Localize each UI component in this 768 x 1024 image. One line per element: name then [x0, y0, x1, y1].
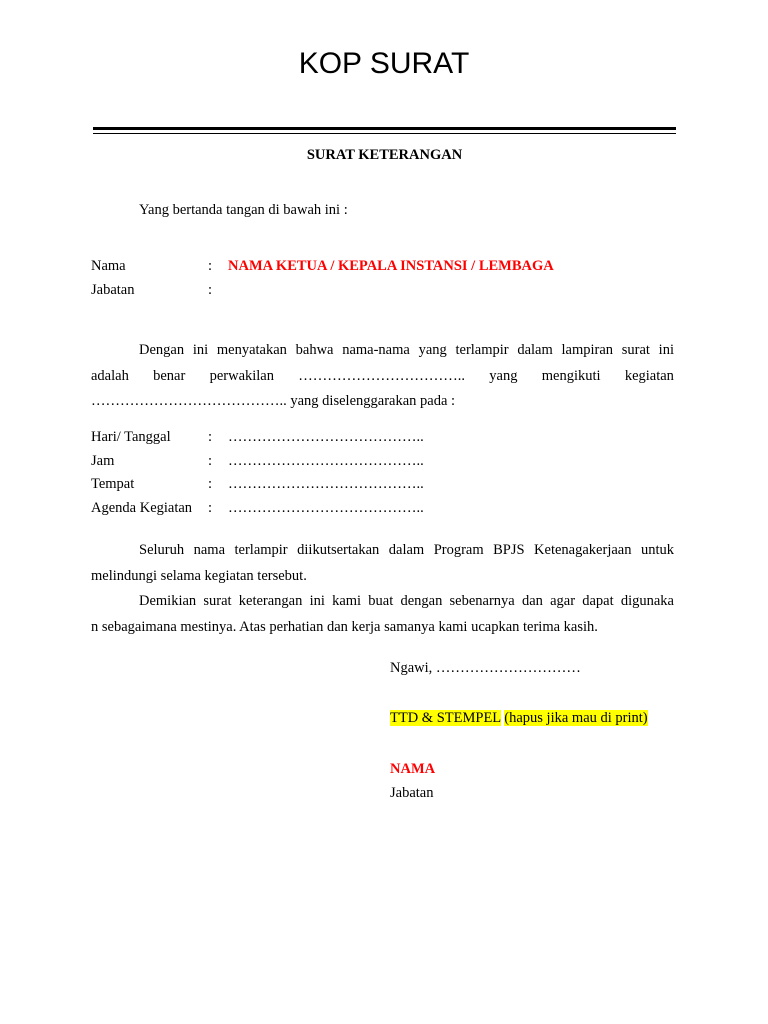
- intro-text: Yang bertanda tangan di bawah ini :: [139, 202, 348, 218]
- event-colon: :: [208, 500, 213, 516]
- closing-p1-line-1-text: Seluruh nama terlampir diikutsertakan dalam Program BPJS Ketenagakerjaan untuk: [139, 542, 674, 558]
- letterhead-rule-thin: [93, 133, 676, 134]
- event-colon: :: [208, 429, 213, 445]
- closing-p1-line-2: melindungi selama kegiatan tersebut.: [91, 568, 307, 584]
- event-value: …………………………………..: [228, 500, 424, 516]
- statement-line-1: [139, 340, 674, 360]
- statement-word: yang: [489, 368, 518, 384]
- statement-line-3: ………………………………….. yang diselenggarakan pada :: [91, 393, 456, 409]
- ttd-note: (hapus jika mau di print): [504, 710, 648, 726]
- event-label: Agenda Kegiatan: [91, 500, 193, 516]
- closing-p2-line-1: [139, 591, 674, 611]
- signer-name: NAMA: [390, 761, 436, 777]
- nama-value: NAMA KETUA / KEPALA INSTANSI / LEMBAGA: [228, 258, 554, 274]
- letterhead: KOP SURAT: [298, 47, 470, 80]
- event-value: …………………………………..: [228, 429, 424, 445]
- jabatan-label: Jabatan: [91, 282, 135, 298]
- letterhead-rule-thick: [93, 127, 676, 130]
- event-colon: :: [208, 453, 213, 469]
- statement-line-1-text: Dengan ini menyatakan bahwa nama-nama yang terlampir dalam lampiran surat ini: [139, 342, 674, 358]
- event-value: …………………………………..: [228, 476, 424, 492]
- closing-p1-line-1: [139, 540, 674, 560]
- document-title: SURAT KETERANGAN: [306, 147, 463, 163]
- event-value: …………………………………..: [228, 453, 424, 469]
- jabatan-colon: :: [208, 282, 213, 298]
- nama-label: Nama: [91, 258, 126, 274]
- signer-position: Jabatan: [390, 785, 434, 801]
- place-date: Ngawi, …………………………: [390, 660, 581, 676]
- event-label: Tempat: [91, 476, 135, 492]
- closing-p2-line-1-text: Demikian surat keterangan ini kami buat dengan sebenarnya dan agar dapat digunaka: [139, 593, 674, 609]
- event-colon: :: [208, 476, 213, 492]
- statement-word: benar: [153, 368, 186, 384]
- ttd-stempel: TTD & STEMPEL: [390, 710, 501, 726]
- statement-line-2: [91, 366, 674, 386]
- event-label: Hari/ Tanggal: [91, 429, 171, 445]
- statement-word: kegiatan: [624, 368, 674, 384]
- statement-word: adalah: [91, 368, 129, 384]
- nama-colon: :: [208, 258, 213, 274]
- statement-word: perwakilan: [209, 368, 274, 384]
- closing-p2-line-2: n sebagaimana mestinya. Atas perhatian dan kerja samanya kami ucapkan terima kasih.: [91, 619, 598, 635]
- statement-blank: ……………………………..: [298, 368, 466, 384]
- statement-word: mengikuti: [541, 368, 601, 384]
- ttd-line: [390, 708, 648, 728]
- event-label: Jam: [91, 453, 115, 469]
